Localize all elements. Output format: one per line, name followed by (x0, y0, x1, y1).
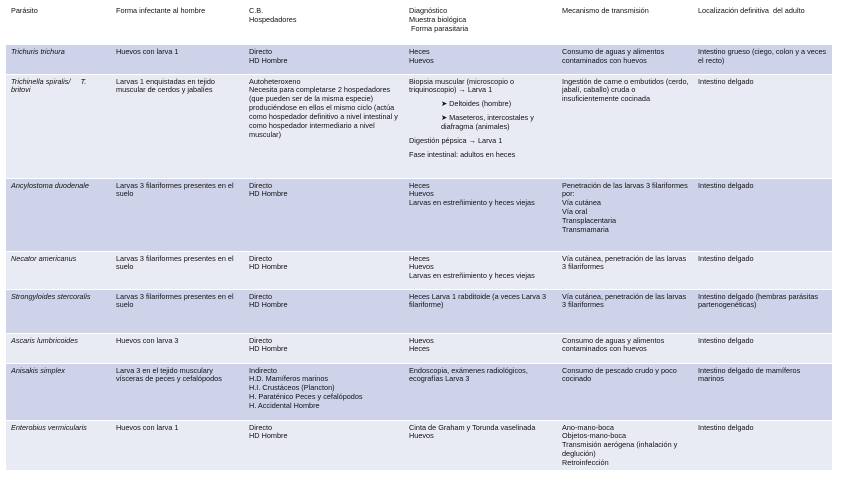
mec-line: Penetración de las larvas 3 filariformes por: (562, 180, 688, 199)
diag-text: Biopsia muscular (microscopio o triquinoscopio) (409, 76, 515, 95)
cell-diagnostico: Heces Larva 1 rabditoide (a veces Larva 3 filariforme) (404, 289, 557, 333)
cell-forma: Huevos con larva 1 (111, 44, 244, 74)
header-diagnostico (404, 6, 557, 44)
cell-diagnostico (404, 251, 557, 289)
diag-line: Fase intestinal: adultos en heces (409, 149, 516, 159)
cell-mecanismo: Vía cutánea, penetración de las larvas 3 filariformes (557, 251, 693, 289)
diag-line: Huevos (409, 262, 434, 272)
cb-line: HD Hombre (249, 55, 288, 65)
parasite-table (6, 6, 832, 470)
diag-line: Heces (409, 180, 430, 190)
cell-mecanismo: Consumo de aguas y alimentos contaminados con huevos (557, 44, 693, 74)
cell-forma: Larvas 3 filariformes presentes en el suelo (111, 251, 244, 289)
cb-line: H.I. Crustáceos (Plancton) (249, 383, 335, 393)
header-cb (244, 6, 404, 44)
cell-forma: Huevos con larva 3 (111, 333, 244, 363)
cb-line: Necesita para completarse 2 hospedadores (que pueden ser de la misma especie) produciéndose en ellos el mismo ciclo (actúa como hospedador definitivo a nivel intestinal y como hospedador intermediario a nivel muscular) (249, 85, 398, 139)
arrow-bullet-icon: ➤ (441, 113, 448, 123)
cell-diagnostico (404, 44, 557, 74)
cell-localizacion: Intestino delgado (693, 178, 832, 251)
cell-mecanismo (557, 420, 693, 470)
cell-localizacion: Intestino delgado (693, 333, 832, 363)
cell-mecanismo: Vía cutánea, penetración de las larvas 3 filariformes (557, 289, 693, 333)
diag-line: Heces (409, 253, 430, 263)
diag-line: Heces (409, 47, 430, 56)
header-cb-line: C.B. (249, 6, 264, 15)
mec-line: Ano-mano-boca (562, 422, 614, 432)
diag-line (409, 137, 553, 146)
header-diag-line: Forma parasitaria (409, 23, 469, 33)
table-row (6, 74, 832, 178)
cell-localizacion: Intestino grueso (ciego, colon y a veces el recto) (693, 44, 832, 74)
cell-cb (244, 363, 404, 420)
diag-text: Larva 1 (477, 136, 503, 146)
mec-line: Vía oral (562, 207, 588, 217)
diag-line: Larvas en estreñimiento y heces viejas (409, 271, 535, 281)
cb-line: HD Hombre (249, 300, 288, 310)
header-row (6, 6, 832, 44)
cell-diagnostico: Cinta de Graham y Torunda vaselinada Huevos (404, 420, 557, 470)
cell-mecanismo: Consumo de pescado crudo y poco cocinado (557, 363, 693, 420)
cell-localizacion: Intestino delgado (693, 420, 832, 470)
cell-mecanismo: Ingestión de carne o embutidos (cerdo, jabalí, caballo) cruda o insuficientemente cocinada (557, 74, 693, 178)
header-cb-line: Hospedadores (249, 14, 297, 24)
right-arrow-icon: → (468, 136, 478, 146)
cell-cb (244, 289, 404, 333)
diag-text: Larva 1 (467, 85, 493, 95)
table-row (6, 289, 832, 333)
diag-line: Larvas en estreñimiento y heces viejas (409, 198, 535, 208)
diag-sub-item (409, 114, 553, 132)
cell-parasito: Strongyloides stercoralis (6, 289, 111, 333)
header-diag-line: Muestra biológica (409, 14, 467, 24)
cb-line: HD Hombre (249, 431, 288, 441)
diag-sub-text: Maseteros, intercostales y diafragma (animales) (441, 113, 534, 132)
header-localizacion: Localización definitiva del adulto (693, 6, 832, 44)
cell-diagnostico (404, 333, 557, 363)
cb-line: Directo (249, 180, 273, 190)
diag-sub-item (409, 100, 553, 109)
cell-diagnostico: Endoscopia, exámenes radiológicos, ecografías Larva 3 (404, 363, 557, 420)
cb-line: Indirecto (249, 365, 277, 375)
mec-line: Transplacentaria (562, 216, 617, 226)
diag-line (409, 78, 553, 96)
cell-parasito: Ascaris lumbricoides (6, 333, 111, 363)
cell-localizacion: Intestino delgado (693, 251, 832, 289)
cell-forma: Huevos con larva 1 (111, 420, 244, 470)
cell-localizacion: Intestino delgado (hembras parásitas partenogenéticas) (693, 289, 832, 333)
cell-cb (244, 74, 404, 178)
cell-cb (244, 420, 404, 470)
header-mecanismo: Mecanismo de transmisión (557, 6, 693, 44)
cell-cb (244, 178, 404, 251)
cb-line: H.D. Mamíferos marinos (249, 374, 329, 384)
table-row (6, 363, 832, 420)
table-row (6, 44, 832, 74)
cell-parasito: Anisakis simplex (6, 363, 111, 420)
cell-diagnostico (404, 74, 557, 178)
cb-line: Directo (249, 253, 273, 263)
cell-parasito: Trichuris trichura (6, 44, 111, 74)
cb-line: HD Hombre (249, 189, 288, 199)
cell-forma: Larvas 3 filariformes presentes en el suelo (111, 178, 244, 251)
arrow-bullet-icon: ➤ (441, 99, 448, 109)
cell-cb (244, 44, 404, 74)
cell-cb (244, 333, 404, 363)
header-forma: Forma infectante al hombre (111, 6, 244, 44)
table-row (6, 251, 832, 289)
cell-parasito: Enterobius vermicularis (6, 420, 111, 470)
cell-mecanismo (557, 178, 693, 251)
right-arrow-icon: → (458, 85, 468, 95)
cell-parasito: Necator americanus (6, 251, 111, 289)
cell-diagnostico (404, 178, 557, 251)
table-row (6, 178, 832, 251)
mec-line: Objetos-mano-boca (562, 431, 627, 441)
diag-line: Huevos (409, 189, 434, 199)
diag-text: Digestión pépsica (409, 136, 469, 146)
cell-localizacion: Intestino delgado (693, 74, 832, 178)
diag-line: Huevos (409, 335, 434, 345)
cell-forma: Larvas 3 filariformes presentes en el suelo (111, 289, 244, 333)
cb-line: Directo (249, 47, 273, 56)
mec-line: Transmamaria (562, 225, 609, 235)
cell-forma: Larvas 1 enquistadas en tejido muscular de cerdos y jabalíes (111, 74, 244, 178)
cb-line: Directo (249, 422, 273, 432)
diag-sub-text: Deltoides (hombre) (449, 99, 512, 109)
cb-line: Directo (249, 291, 273, 301)
diag-line: Huevos (409, 55, 434, 65)
cell-parasito: Ancylostoma duodenale (6, 178, 111, 251)
cell-localizacion: Intestino delgado de mamíferos marinos (693, 363, 832, 420)
mec-line: Vía cutánea (562, 198, 601, 208)
table-row (6, 333, 832, 363)
cb-line: Directo (249, 335, 273, 345)
table-row (6, 420, 832, 470)
header-parasito: Parásito (6, 6, 111, 44)
cell-mecanismo: Consumo de aguas y alimentos contaminados con huevos (557, 333, 693, 363)
mec-line: Retroinfección (562, 458, 609, 468)
cell-parasito: Trichinella spiralis/ T. britovi (6, 74, 111, 178)
cb-line: Autoheteroxeno (249, 76, 301, 86)
cb-line: HD Hombre (249, 262, 288, 272)
cb-line: HD Hombre (249, 344, 288, 354)
cell-cb (244, 251, 404, 289)
cb-line: H. Accidental Hombre (249, 401, 320, 411)
cell-forma: Larva 3 en el tejido musculary vísceras de peces y cefalópodos (111, 363, 244, 420)
diag-line: Heces (409, 344, 430, 354)
mec-line: Transmisión aerógena (inhalación y deglución) (562, 440, 678, 459)
header-diag-line: Diagnóstico (409, 6, 448, 15)
cb-line: H. Paraténico Peces y cefalópodos (249, 392, 363, 402)
